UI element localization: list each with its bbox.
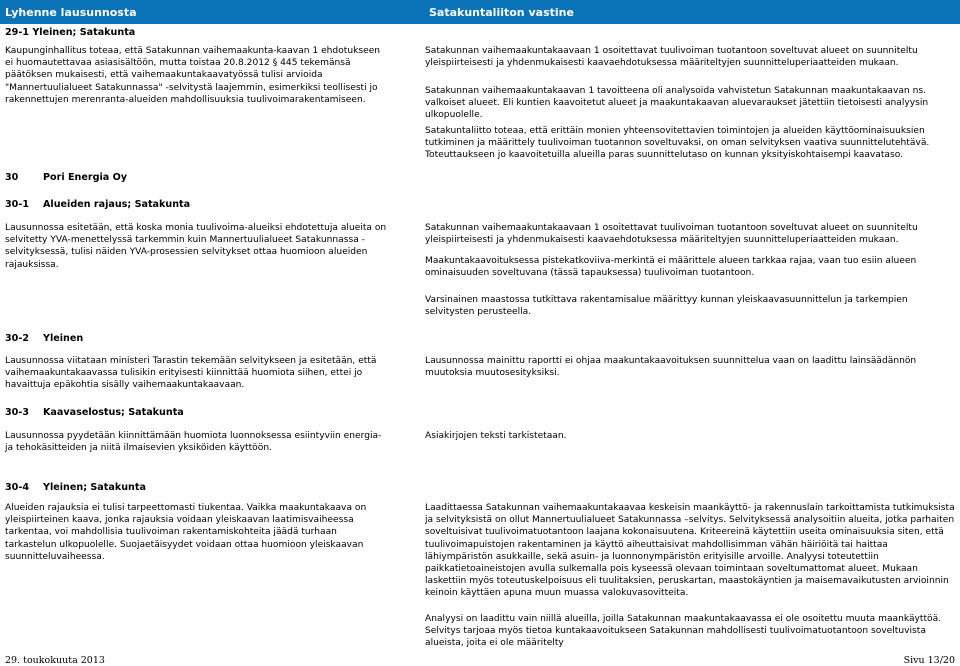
- section-heading-30-3: [5, 407, 184, 419]
- response-30-2: Lausunnossa mainittu raportti ei ohjaa maakuntakaavoituksen suunnittelua vaan on laadittu lainsäädännön muutoksia muutosesityksiksi.: [425, 356, 917, 379]
- response-30-4-p1: Laadittaessa Satakunnan vaihemaakuntakaavaa keskeisin maankäyttö- ja rakennuslain tarkoittamista tutkimuksista ja selvityksistä on ollut Mannertuulialueet Satakunnassa –selvitys. Selvityksessä analysoitiin alueita, jotka parhaiten soveltuisivat tuulivoimatuotantoon laajana kokonaisuutena. Kriteereinä käytettiin useita ominaisuuksia siten, että tuulivoimapuistojen rakentaminen ja käyttö aiheuttaisivat mahdollisimman vähän häiriöitä tai haittaa lähiympäristön asukkaille, sekä asuin- ja luonnonympäristön erityisille arvoille. Analyysi toteutettiin paikkatietoaineistojen avulla sulkemalla pois kyseessä olevaan toimintaan soveltumattomat alueet. Mukaan laskettiin myös toteutuskelpoisuus eli tuulitaksien, peruskartan, maastokäyntien ja maisemavaikutusten arvioinnin keinoin käyttäen apuna muun muassa valokuvasovitteita.: [425, 503, 955, 599]
- section-number: 30: [5, 172, 19, 183]
- section-number: 30-4: [5, 482, 30, 493]
- section-title: Pori Energia Oy: [43, 172, 127, 183]
- document-header: [0, 0, 960, 24]
- response-30-3: Asiakirjojen teksti tarkistetaan.: [425, 431, 567, 441]
- footer-page-number: Sivu 13/20: [903, 655, 955, 666]
- section-heading-30-4: [5, 482, 146, 494]
- left-column-title: Lyhenne lausunnosta: [5, 6, 137, 19]
- section-number: 30-3: [5, 407, 30, 418]
- section-heading-30-1: [5, 199, 190, 211]
- statement-30-2: Lausunnossa viitataan ministeri Tarastin tekemään selvitykseen ja esitetään, että vaihemaakuntakaavassa tulisikin erityisesti kiinnittää huomiota siihen, ettei jo havaittuja epäkohtia sisälly vaihemaakuntakaavaan.: [5, 356, 377, 391]
- response-29-1-p2: Satakunnan vaihemaakuntakaavan 1 tavoitteena oli analysoida vahvistetun Satakunnan maakuntakaavan ns. valkoiset alueet. Eli kuntien kaavoitetut alueet ja maakuntakaavan aluevaraukset jätettiin tietoisesti analyysin ulkopuolelle.: [425, 86, 929, 121]
- section-title: Kaavaselostus; Satakunta: [43, 407, 184, 418]
- section-title: Yleinen: [43, 333, 84, 344]
- section-title: Yleinen; Satakunta: [43, 482, 146, 493]
- response-30-1-p2: Maakuntakaavoituksessa pistekatkoviiva-merkintä ei määrittele alueen tarkkaa rajaa, vaan tuo esiin alueen ominaisuuden soveltuvana (tässä tapauksessa) tuulivoiman tuotantoon.: [425, 256, 917, 279]
- section-heading-30-2: [5, 333, 83, 345]
- response-30-1-p1: Satakunnan vaihemaakuntakaavaan 1 osoitettavat tuulivoiman tuotantoon soveltuvat alueet on suunniteltu yleispiirteisesti ja yhdenmukaisesti kaavaehdotuksessa määriteltyjen suunnitteluperiaatteiden mukaan.: [425, 223, 918, 246]
- section-heading-30: [5, 172, 127, 184]
- response-29-1-p1: Satakunnan vaihemaakuntakaavaan 1 osoitettavat tuulivoiman tuotantoon soveltuvat alueet on suunniteltu yleispiirteisesti ja yhdenmukaisesti kaavaehdotuksessa määriteltyjen suunnitteluperiaatteiden mukaan.: [425, 46, 918, 69]
- section-title: Alueiden rajaus; Satakunta: [43, 199, 191, 210]
- section-number: 30-1: [5, 199, 30, 210]
- statement-30-4: Alueiden rajauksia ei tulisi tarpeettomasti tiukentaa. Vaikka maakuntakaava on yleispiirteinen kaava, jonka rajauksia voidaan yleiskaavan laatimisvaiheessa tarkentaa, voi mahdollisia tuulivoiman rakentamiskohteita jäädä turhaan tarkastelun ulkopuolelle. Suojaetäisyydet voidaan ottaa huomioon yleiskaavan suunnitteluvaiheessa.: [5, 503, 367, 562]
- statement-29-1: Kaupunginhallitus toteaa, että Satakunnan vaihemaakunta-kaavan 1 ehdotukseen ei huomautettavaa asiasisältöön, mutta toistaa 20.8.2012 § 445 tekemänsä päätöksen mukaisesti, että vaihemaakuntakaavatyössä tulisi arvioida "Mannertuulialueet Satakunnassa" -selvitystä laajemmin, esimerkiksi teollisesti jo rakennettujen merenranta-alueiden mahdollisuuksia tuulivoimarakentamiseen.: [5, 46, 381, 105]
- statement-30-3: Lausunnossa pyydetään kiinnittämään huomiota luonnoksessa esiintyviin energia- ja tehokäsitteiden ja niitä ilmaisevien yksiköiden käyttöön.: [5, 431, 382, 454]
- section-number: 30-2: [5, 333, 30, 344]
- statement-30-1: Lausunnossa esitetään, että koska monia tuulivoima-alueiksi ehdotettuja alueita on selvitetty YVA-menettelyssä tarkemmin kuin Mannertuulialueet Satakunnassa - selvityksessä, tulisi näiden YVA-prosessien selvitykset ottaa huomioon alueiden rajauksissa.: [5, 223, 387, 270]
- section-heading-29-1: 29-1 Yleinen; Satakunta: [5, 27, 136, 38]
- response-30-4-p2: Analyysi on laadittu vain niillä alueilla, joilla Satakunnan maakuntakaavassa ei ole osoitettu muuta maankäyttöä. Selvitys tarjoaa myös tietoa kuntakaavoitukseen Satakunnan mahdollisesti tuulivoimatuotantoon soveltuvista alueista, joita ei ole määritelty: [425, 614, 942, 649]
- right-column-title: Satakuntaliiton vastine: [429, 6, 574, 19]
- footer-date: 29. toukokuuta 2013: [5, 655, 105, 666]
- response-30-1-p3: Varsinainen maastossa tutkittava rakentamisalue määrittyy kunnan yleiskaavasuunnittelun ja tarkempien selvitysten perusteella.: [425, 295, 908, 318]
- response-29-1-p3: Satakuntaliitto toteaa, että erittäin monien yhteensovitettavien toimintojen ja alueiden käyttöominaisuuksien tutkiminen ja määrittely tuulivoiman tuotannon soveltuvaksi, on oman selvityksen vaativa suunnittelutehtävä. Toteuttaukseen jo kaavoitetuilla alueilla paras suunnittelutaso on kunnan yksityiskohtaisempi kaavataso.: [425, 126, 930, 161]
